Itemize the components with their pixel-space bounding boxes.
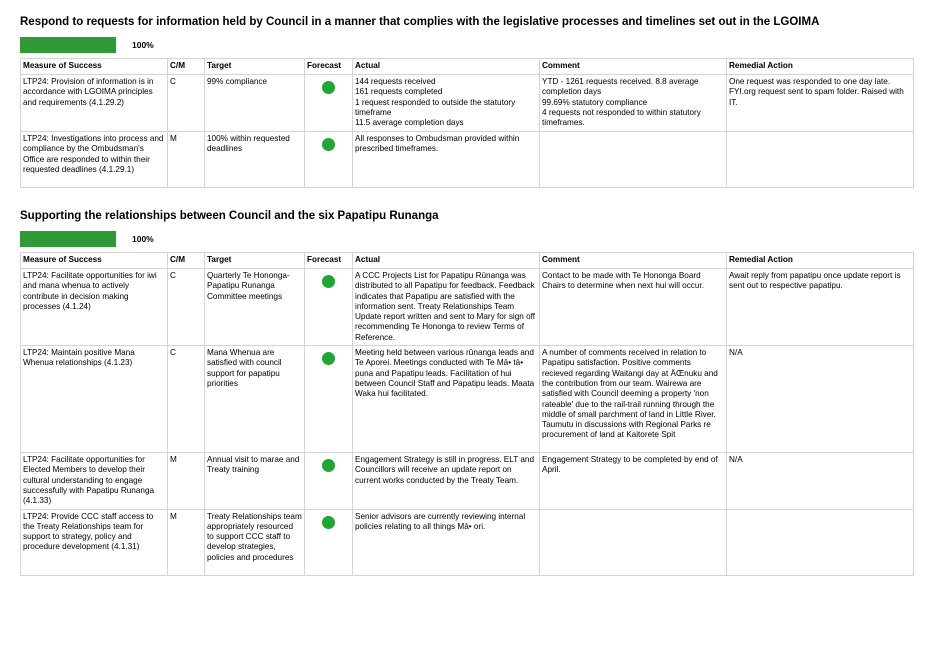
actual-cell: [353, 132, 540, 188]
header-comment: Comment: [540, 59, 727, 75]
comment-cell: [540, 509, 727, 575]
actual-cell: [353, 453, 540, 509]
cm-cell: C: [168, 269, 205, 346]
actual-line: All responses to Ombudsman provided within prescribed timeframes.: [355, 134, 520, 154]
measures-table: [20, 252, 914, 576]
actual-line: 11.5 average completion days: [355, 118, 464, 128]
actual-line: 1 request responded to outside the statutory timeframe: [355, 97, 516, 117]
header-forecast: Forecast: [305, 253, 353, 269]
measure-cell: LTP24: Provision of information is in accordance with LGOIMA principles and requirements (4.1.29.2): [21, 75, 168, 132]
actual-line: 161 requests completed: [355, 87, 443, 97]
remedial-cell: [727, 509, 914, 575]
table-header-row: [21, 59, 914, 75]
header-cm: C/M: [168, 59, 205, 75]
forecast-cell: [305, 132, 353, 188]
table-row: [21, 346, 914, 453]
actual-line: Meeting held between various rūnanga leads and Te Aporei. Meetings conducted with Te Mā• tā• puna and Papatipu leads. Facilitation of hui between Council Staff and Papatipu leads. Maata Waka hui facilitated.: [355, 348, 535, 399]
table-row: [21, 453, 914, 509]
forecast-cell: [305, 346, 353, 453]
section-title: Respond to requests for information held by Council in a manner that complies with the legislative processes and timelines set out in the LGOIMA: [20, 16, 820, 28]
remedial-cell: Await reply from papatipu once update report is sent out to respective papatipu.: [727, 269, 914, 346]
actual-cell: [353, 346, 540, 453]
table-row: [21, 75, 914, 132]
target-cell: 100% within requested deadlines: [205, 132, 305, 188]
comment-line: 4 requests not responded to within statutory timeframes.: [542, 107, 701, 128]
forecast-cell: [305, 269, 353, 346]
header-measure: Measure of Success: [21, 59, 168, 75]
header-comment: Comment: [540, 253, 727, 269]
comment-cell: [540, 269, 727, 346]
remedial-cell: One request was responded to one day late. FYI.org request sent to spam folder. Raised with IT.: [727, 75, 914, 132]
target-cell: Treaty Relationships team appropriately resourced to support CCC staff to develop strategies, policies and procedures: [205, 509, 305, 575]
forecast-cell: [305, 453, 353, 509]
table-header-row: [21, 253, 914, 269]
header-forecast: Forecast: [305, 59, 353, 75]
cm-cell: C: [168, 75, 205, 132]
actual-line: A CCC Projects List for Papatipu Rūnanga was distributed to all Papatipu for feedback. Feedback indicates that Papatipu are satisfied with the information sent. Treaty Relationships Team Update report written and sent to Mary for sign off recommending Te Hononga to review Terms of Reference.: [355, 271, 536, 342]
actual-line: Engagement Strategy is still in progress. ELT and Councillors will receive an update report on current works conducted by the Treaty Team.: [355, 455, 535, 485]
header-actual: Actual: [353, 59, 540, 75]
target-cell: Quarterly Te Hononga-Papatipu Runanga Committee meetings: [205, 269, 305, 346]
measure-cell: LTP24: Facilitate opportunities for iwi and mana whenua to actively contribute in decision making processes (4.1.24): [21, 269, 168, 346]
actual-cell: [353, 269, 540, 346]
comment-line: 99.69% statutory compliance: [542, 97, 648, 107]
measure-cell: LTP24: Investigations into process and compliance by the Ombudsman's Office are responded to within their requested deadlines (4.1.29.1): [21, 132, 168, 188]
forecast-status-dot: [322, 516, 335, 529]
comment-cell: [540, 453, 727, 509]
comment-line: A number of comments received in relation to Papatipu satisfaction. Positive comments recieved regarding Waitangi day at ÄŒnuku and the contribution from our team. Wairewa are satisfied with Council deeming a property 'non rateable' due to the rail-trail running through the middle of small parchment of land in Little River. Taumutu in discussions with Regional Parks re procurement of land at Kaitorete Spit: [542, 348, 718, 440]
header-cm: C/M: [168, 253, 205, 269]
cm-cell: M: [168, 509, 205, 575]
header-actual: Actual: [353, 253, 540, 269]
progress-bar: [20, 37, 116, 53]
actual-cell: [353, 509, 540, 575]
remedial-cell: N/A: [727, 346, 914, 453]
comment-cell: [540, 132, 727, 188]
table-row: [21, 269, 914, 346]
comment-cell: [540, 346, 727, 453]
header-remedial: Remedial Action: [727, 253, 914, 269]
cm-cell: C: [168, 346, 205, 453]
forecast-status-dot: [322, 138, 335, 151]
measure-cell: LTP24: Facilitate opportunities for Elected Members to develop their cultural understanding to engage successfully with Papatipu Runanga (4.1.33): [21, 453, 168, 509]
forecast-status-dot: [322, 352, 335, 365]
comment-line: YTD - 1261 requests received. 8.8 average completion days: [542, 77, 699, 97]
target-cell: 99% compliance: [205, 75, 305, 132]
progress-label: 100%: [132, 234, 154, 244]
table-row: [21, 509, 914, 575]
comment-line: Engagement Strategy to be completed by end of April.: [542, 455, 718, 475]
section-title: Supporting the relationships between Council and the six Papatipu Runanga: [20, 210, 439, 222]
actual-line: Senior advisors are currently reviewing internal policies relating to all things Mā• ori.: [355, 511, 526, 531]
table-row: [21, 132, 914, 188]
remedial-cell: N/A: [727, 453, 914, 509]
header-measure: Measure of Success: [21, 253, 168, 269]
progress-bar: [20, 231, 116, 247]
measure-cell: LTP24: Provide CCC staff access to the Treaty Relationships team for support to strategy, policy and procedure development (4.1.31): [21, 509, 168, 575]
forecast-status-dot: [322, 459, 335, 472]
header-target: Target: [205, 59, 305, 75]
remedial-cell: [727, 132, 914, 188]
comment-cell: [540, 75, 727, 132]
measure-cell: LTP24: Maintain positive Mana Whenua relationships (4.1.23): [21, 346, 168, 453]
target-cell: Annual visit to marae and Treaty training: [205, 453, 305, 509]
actual-cell: [353, 75, 540, 132]
header-remedial: Remedial Action: [727, 59, 914, 75]
progress-fill: [20, 231, 116, 247]
section-lgoima: [20, 16, 913, 188]
measures-table: [20, 58, 914, 188]
section-papatipu-runanga: [20, 210, 913, 576]
comment-line: Contact to be made with Te Hononga Board Chairs to determine when next hui will occur.: [542, 271, 705, 291]
forecast-cell: [305, 509, 353, 575]
progress-fill: [20, 37, 116, 53]
progress-row: [20, 231, 913, 247]
cm-cell: M: [168, 453, 205, 509]
header-target: Target: [205, 253, 305, 269]
forecast-cell: [305, 75, 353, 132]
cm-cell: M: [168, 132, 205, 188]
progress-row: [20, 37, 913, 53]
forecast-status-dot: [322, 81, 335, 94]
progress-label: 100%: [132, 40, 154, 50]
actual-line: 144 requests received: [355, 77, 436, 86]
target-cell: Mana Whenua are satisfied with council support for papatipu priorities: [205, 346, 305, 453]
forecast-status-dot: [322, 275, 335, 288]
